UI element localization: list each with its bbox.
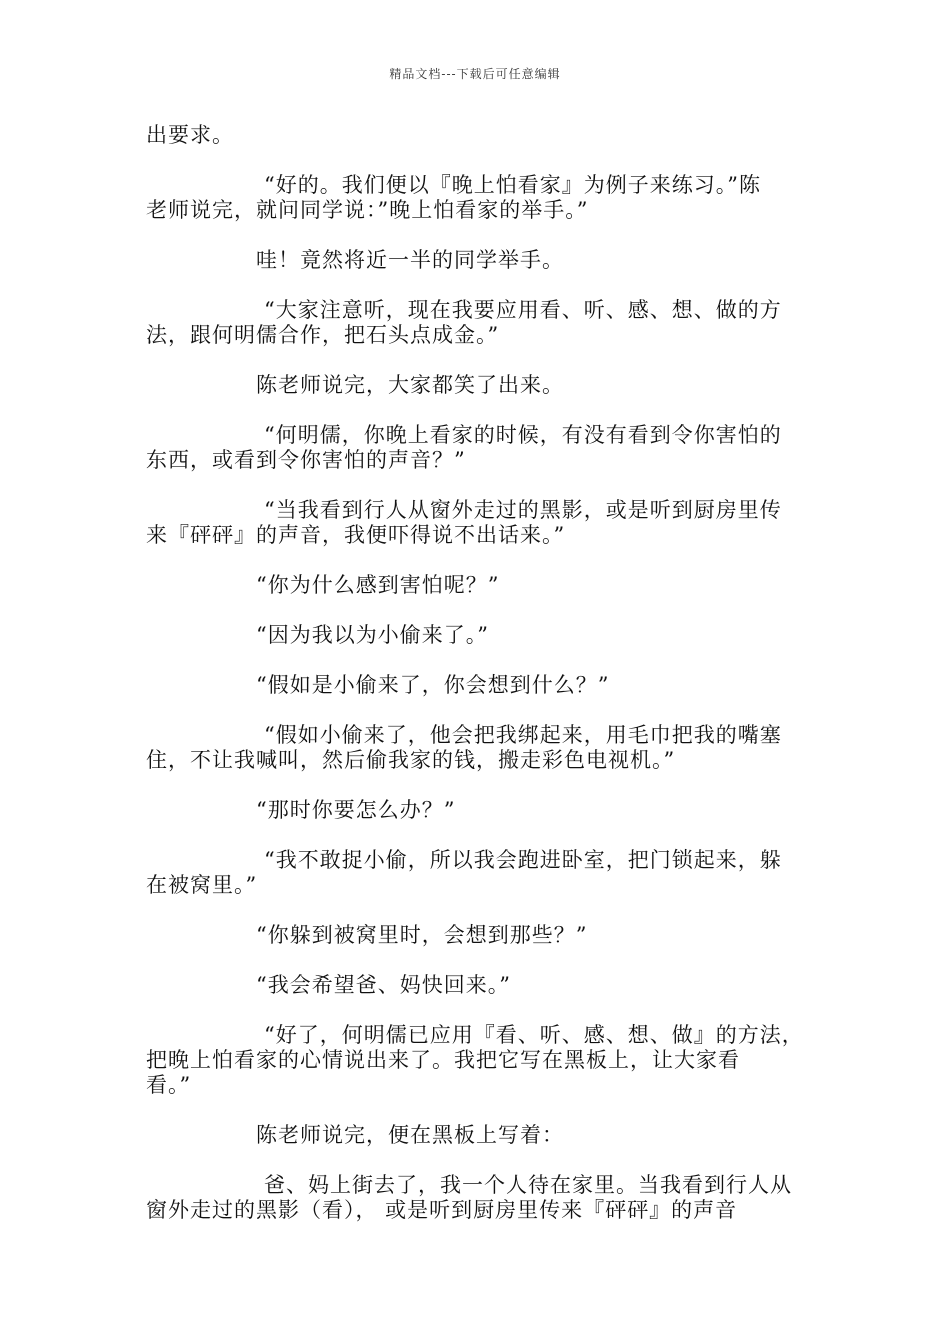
paragraph: [146, 1123, 814, 1148]
paragraph: [146, 123, 814, 148]
paragraph-line: “你为什么感到害怕呢？”: [256, 573, 500, 597]
paragraph-line: “何明儒，你晚上看家的时候，有没有看到令你害怕的: [264, 423, 782, 447]
paragraph: [146, 1173, 814, 1223]
paragraph-line: “好的。我们便以『晚上怕看家』为例子来练习。”陈: [264, 173, 761, 197]
document-body: [146, 123, 814, 1248]
paragraph-line: “你躲到被窝里时，会想到那些？”: [256, 923, 588, 947]
paragraph: [146, 248, 814, 273]
paragraph-line: 看。”: [146, 1073, 192, 1097]
paragraph-line: “因为我以为小偷来了。”: [256, 623, 489, 647]
paragraph: [146, 423, 814, 473]
paragraph-line: 把晚上怕看家的心情说出来了。我把它写在黑板上，让大家看: [146, 1048, 740, 1072]
paragraph-line: “假如是小偷来了，你会想到什么？”: [256, 673, 610, 697]
paragraph: [146, 973, 814, 998]
paragraph-line: 爸、妈上街去了，我一个人待在家里。当我看到行人从: [264, 1173, 792, 1197]
paragraph-line: 老师说完，就问同学说：”晚上怕看家的举手。”: [146, 198, 589, 222]
paragraph: [146, 498, 814, 548]
paragraph-line: “我不敢捉小偷，所以我会跑进卧室，把门锁起来，躲: [264, 848, 782, 872]
paragraph-line: “我会希望爸、妈快回来。”: [256, 973, 511, 997]
paragraph: [146, 723, 814, 773]
paragraph-line: 窗外走过的黑影（看）， 或是听到厨房里传来『砰砰』的声音: [146, 1198, 738, 1222]
page-header: 精品文档---下载后可任意编辑: [389, 67, 561, 81]
paragraph-line: 东西，或看到令你害怕的声音？”: [146, 448, 466, 472]
paragraph: [146, 573, 814, 598]
paragraph-line: “大家注意听，现在我要应用看、听、感、想、做的方: [264, 298, 782, 322]
paragraph: [146, 673, 814, 698]
paragraph-line: 哇！竟然将近一半的同学举手。: [256, 248, 564, 272]
paragraph: [146, 848, 814, 898]
paragraph-line: “假如小偷来了，他会把我绑起来，用毛巾把我的嘴塞: [264, 723, 782, 747]
paragraph: [146, 373, 814, 398]
paragraph: [146, 298, 814, 348]
paragraph-line: 在被窝里。”: [146, 873, 258, 897]
paragraph-line: 出要求。: [146, 123, 234, 147]
paragraph-line: “当我看到行人从窗外走过的黑影，或是听到厨房里传: [264, 498, 782, 522]
paragraph: [146, 798, 814, 823]
paragraph-line: 陈老师说完，便在黑板上写着：: [256, 1123, 564, 1147]
paragraph-line: 法，跟何明儒合作，把石头点成金。”: [146, 323, 500, 347]
paragraph-line: 住，不让我喊叫，然后偷我家的钱，搬走彩色电视机。”: [146, 748, 676, 772]
paragraph-line: 来『砰砰』的声音，我便吓得说不出话来。”: [146, 523, 566, 547]
paragraph: [146, 923, 814, 948]
paragraph: [146, 623, 814, 648]
paragraph-line: “好了，何明儒已应用『看、听、感、想、做』的方法，: [264, 1023, 804, 1047]
paragraph-line: “那时你要怎么办？”: [256, 798, 456, 822]
paragraph: [146, 1023, 814, 1098]
paragraph: [146, 173, 814, 223]
paragraph-line: 陈老师说完，大家都笑了出来。: [256, 373, 564, 397]
